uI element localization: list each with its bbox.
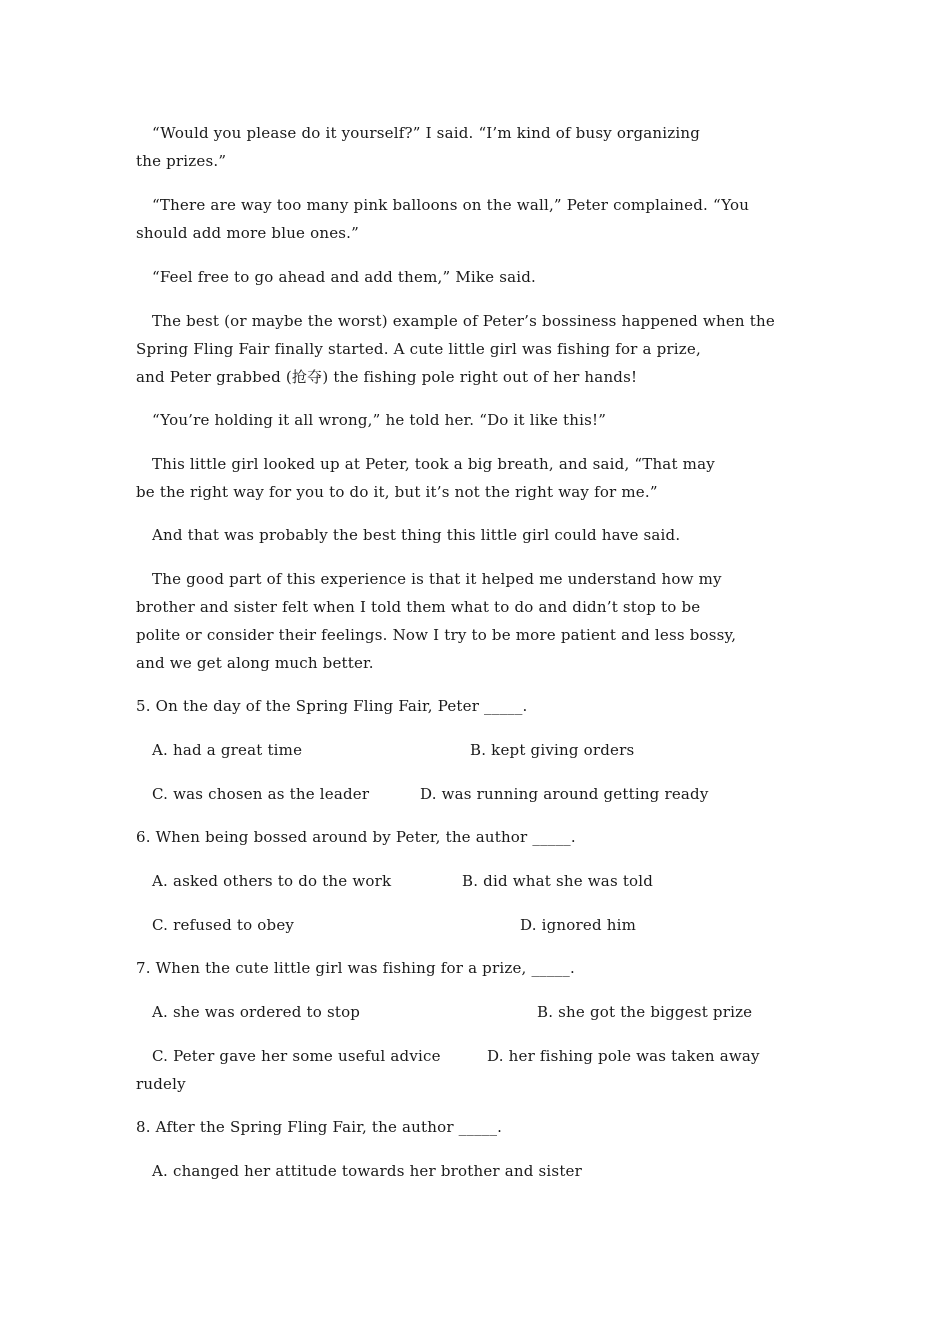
question-stem: 5. On the day of the Spring Fling Fair, Peter _____. <box>136 697 528 715</box>
question-stem: 8. After the Spring Fling Fair, the author _____. <box>136 1118 503 1136</box>
passage-line: and we get along much better. <box>136 654 374 672</box>
answer-option: A. changed her attitude towards her brother and sister <box>152 1162 582 1180</box>
passage-line: “There are way too many pink balloons on the wall,” Peter complained. “You <box>152 196 750 214</box>
answer-option: A. had a great time <box>152 741 303 759</box>
passage-line: “Feel free to go ahead and add them,” Mike said. <box>152 268 537 286</box>
passage-line: The best (or maybe the worst) example of Peter’s bossiness happened when the <box>152 312 775 330</box>
answer-option-continuation: rudely <box>136 1075 186 1093</box>
passage-line: This little girl looked up at Peter, took a big breath, and said, “That may <box>152 455 715 473</box>
answer-option: B. did what she was told <box>462 872 654 890</box>
passage-line: And that was probably the best thing this little girl could have said. <box>152 526 681 544</box>
passage-line: “Would you please do it yourself?” I said. “I’m kind of busy organizing <box>152 124 701 142</box>
passage-line: should add more blue ones.” <box>136 224 360 242</box>
question-stem: 7. When the cute little girl was fishing for a prize, _____. <box>136 959 575 977</box>
passage-line: brother and sister felt when I told them what to do and didn’t stop to be <box>136 598 701 616</box>
answer-option: B. kept giving orders <box>470 741 635 759</box>
passage-line: and Peter grabbed (抢夺) the fishing pole right out of her hands! <box>136 368 638 386</box>
passage-line: the prizes.” <box>136 152 227 170</box>
answer-option: D. ignored him <box>520 916 637 934</box>
question-stem: 6. When being bossed around by Peter, the author _____. <box>136 828 576 846</box>
answer-option: C. Peter gave her some useful advice <box>152 1047 441 1065</box>
answer-option: A. she was ordered to stop <box>152 1003 361 1021</box>
answer-option: B. she got the biggest prize <box>537 1003 753 1021</box>
answer-option: C. refused to obey <box>152 916 295 934</box>
passage-line: Spring Fling Fair finally started. A cute little girl was fishing for a prize, <box>136 340 701 358</box>
passage-line: polite or consider their feelings. Now I try to be more patient and less bossy, <box>136 626 737 644</box>
answer-option: A. asked others to do the work <box>152 872 392 890</box>
passage-line: be the right way for you to do it, but it’s not the right way for me.” <box>136 483 658 501</box>
answer-option: C. was chosen as the leader <box>152 785 370 803</box>
passage-line: The good part of this experience is that it helped me understand how my <box>152 570 722 588</box>
answer-option: D. was running around getting ready <box>420 785 709 803</box>
answer-option: D. her fishing pole was taken away <box>487 1047 760 1065</box>
passage-line: “You’re holding it all wrong,” he told her. “Do it like this!” <box>152 411 607 429</box>
